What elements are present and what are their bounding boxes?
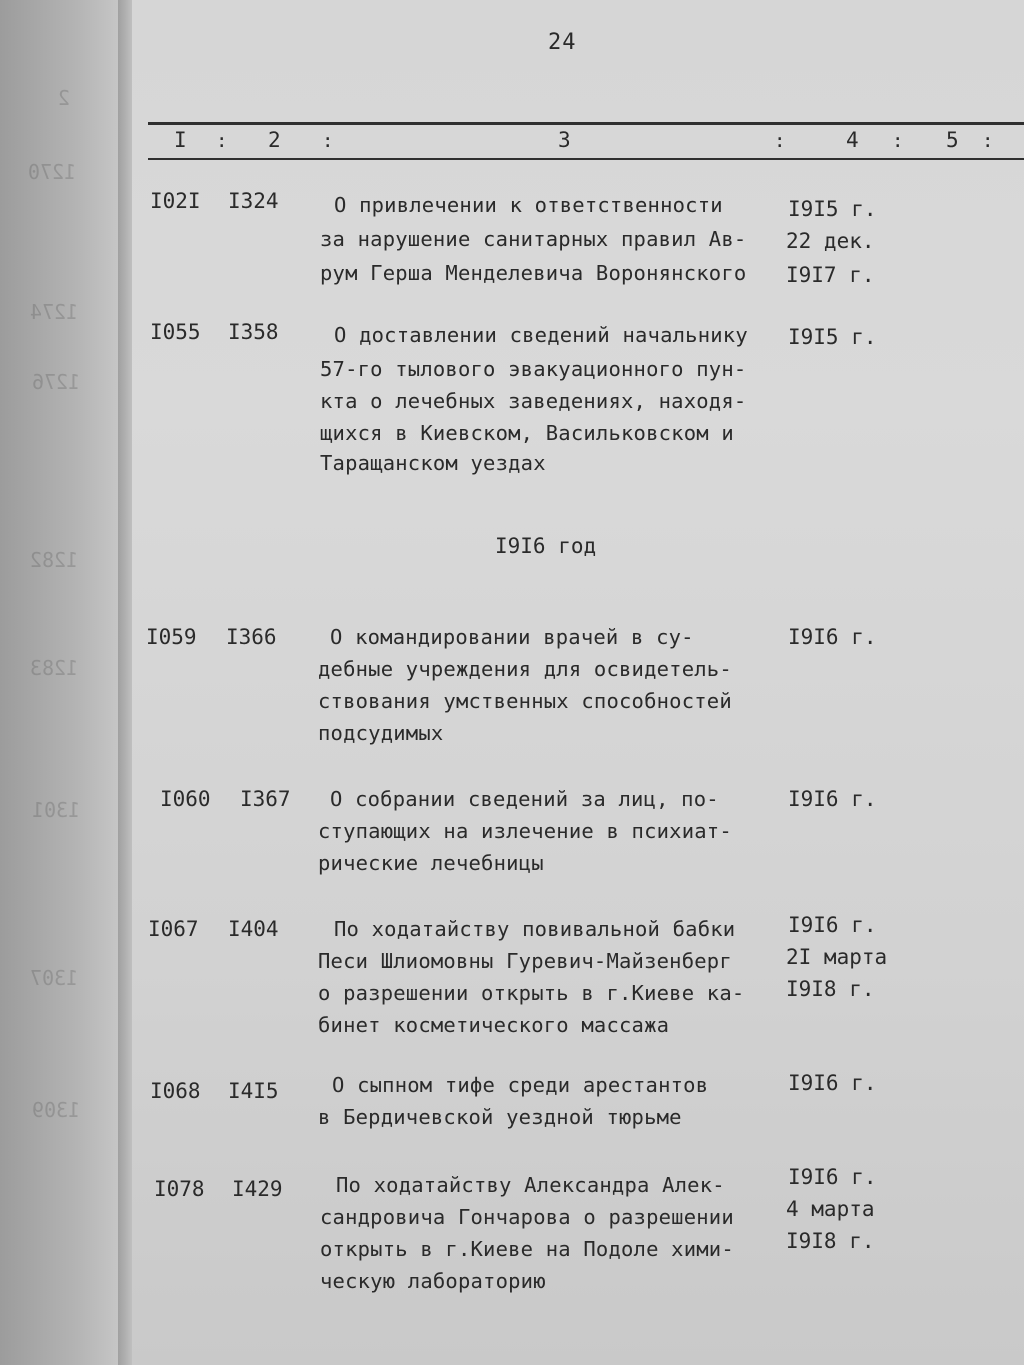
row-number: I02I (150, 189, 201, 213)
table-header-rule (148, 158, 1024, 160)
row-case-number: I366 (226, 625, 277, 649)
prev-page-ref: 1282 (30, 548, 79, 572)
page-number: 24 (548, 30, 577, 55)
row-number: I055 (150, 320, 201, 344)
row-case-number: I358 (228, 320, 279, 344)
row-case-number: I367 (240, 787, 291, 811)
header-separator: : (892, 130, 904, 152)
row-case-number: I4I5 (228, 1079, 279, 1103)
row-number: I059 (146, 625, 197, 649)
prev-page-ref: 1309 (32, 1098, 81, 1122)
row-case-number: I429 (232, 1177, 283, 1201)
header-col2: 2 (268, 128, 281, 152)
prev-page-ref: 1283 (30, 656, 79, 680)
row-number: I060 (160, 787, 211, 811)
header-col3: 3 (558, 128, 571, 152)
prev-page-ref: 1270 (28, 160, 77, 184)
row-case-number: I324 (228, 189, 279, 213)
header-col1: I (174, 128, 187, 152)
row-case-number: I404 (228, 917, 279, 941)
year-section-heading: I9I6 год (495, 534, 597, 558)
header-separator: : (774, 130, 786, 152)
table-top-rule (148, 122, 1024, 125)
header-separator: : (982, 130, 994, 152)
prev-page-ref: 1301 (32, 798, 81, 822)
header-col4: 4 (846, 128, 859, 152)
row-number: I067 (148, 917, 199, 941)
header-col5: 5 (946, 128, 959, 152)
prev-page-ref: 1274 (30, 300, 79, 324)
prev-page-ref: 1307 (30, 966, 79, 990)
prev-page-number: 2 (58, 86, 71, 110)
header-separator: : (216, 130, 228, 152)
prev-page-ref: 1276 (32, 370, 81, 394)
header-separator: : (322, 130, 334, 152)
row-number: I078 (154, 1177, 205, 1201)
row-number: I068 (150, 1079, 201, 1103)
